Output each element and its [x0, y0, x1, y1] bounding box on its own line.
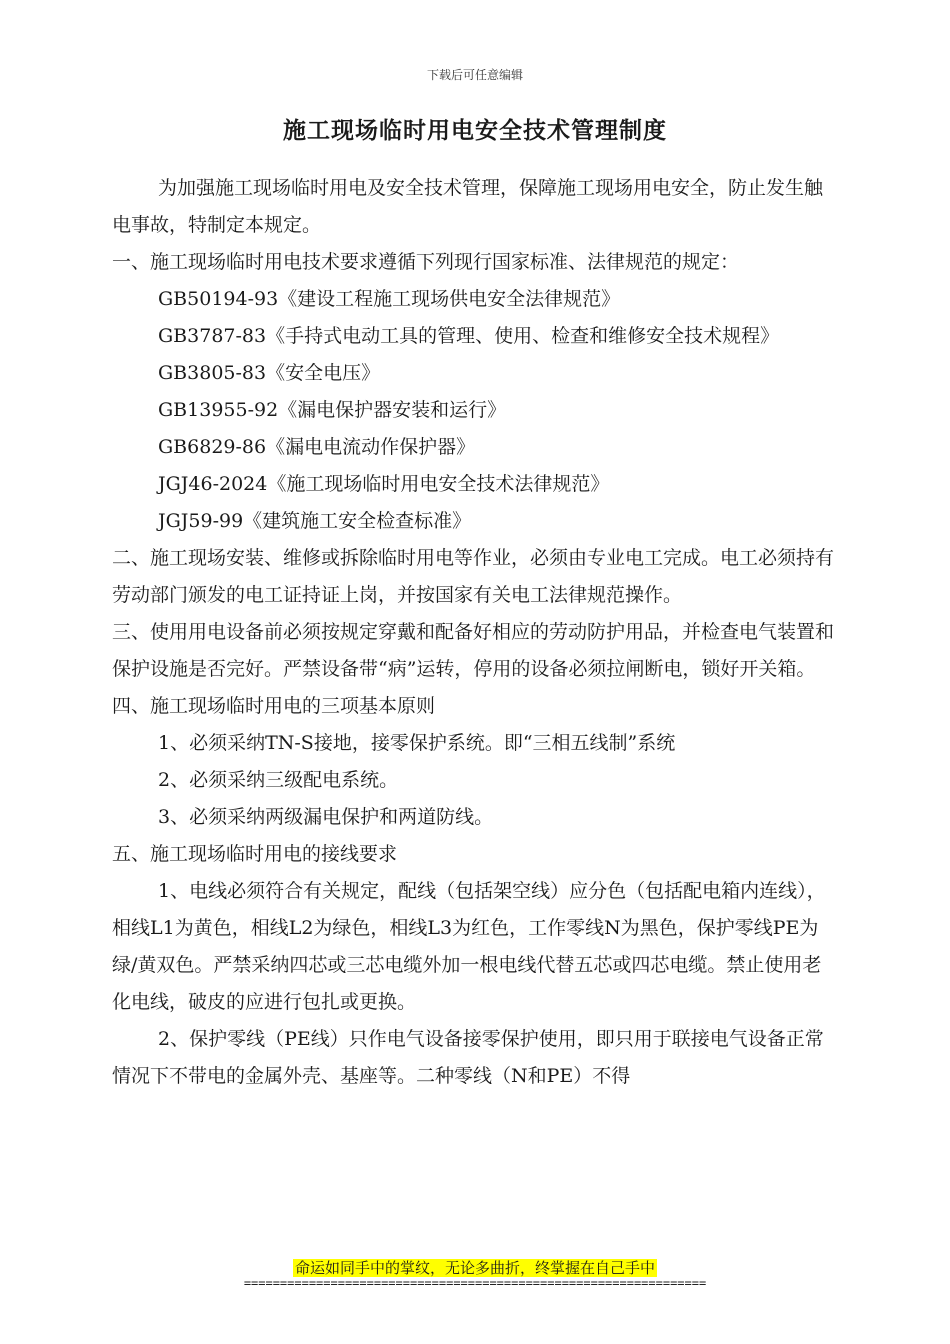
- standard-item: GB50194-93《建设工程施工现场供电安全法律规范》: [158, 288, 621, 310]
- standard-item: GB3805-83《安全电压》: [158, 362, 381, 384]
- wiring-item: 1、电线必须符合有关规定，配线（包括架空线）应分色（包括配电箱内连线），相线L1为黄色，相线L2为绿色，相线L3为红色，工作零线N为黑色，保护零线PE为绿/黄双色。严禁采纳四芯或三芯电缆外加一根电线代替五芯或四芯电缆。禁止使用老化电线，破皮的应进行包扎或更换。: [112, 880, 826, 1013]
- footer-motto: [0, 1257, 950, 1278]
- standard-item: JGJ59-99《建筑施工安全检查标准》: [158, 510, 472, 532]
- principle-item: 2、必须采纳三级配电系统。: [158, 769, 399, 791]
- intro-paragraph: 为加强施工现场临时用电及安全技术管理，保障施工现场用电安全，防止发生触电事故，特制定本规定。: [112, 177, 824, 236]
- document-body: [112, 170, 840, 1095]
- standard-item: GB3787-83《手持式电动工具的管理、使用、检查和维修安全技术规程》: [158, 325, 780, 347]
- page-header: 下载后可任意编辑: [426, 68, 523, 82]
- wiring-item: 2、保护零线（PE线）只作电气设备接零保护使用，即只用于联接电气设备正常情况下不带电的金属外壳、基座等。二种零线（N和PE）不得: [112, 1028, 824, 1087]
- footer-divider: ================================================================: [243, 1276, 707, 1290]
- document-title: 施工现场临时用电安全技术管理制度: [283, 117, 667, 144]
- section-2-paragraph: 二、施工现场安装、维修或拆除临时用电等作业，必须由专业电工完成。电工必须持有劳动部门颁发的电工证持证上岗，并按国家有关电工法律规范操作。: [112, 547, 835, 606]
- section-3-paragraph: 三、使用用电设备前必须按规定穿戴和配备好相应的劳动防护用品，并检查电气装置和保护设施是否完好。严禁设备带“病”运转，停用的设备必须拉闸断电，锁好开关箱。: [112, 621, 835, 680]
- standard-item: JGJ46-2024《施工现场临时用电安全技术法律规范》: [158, 473, 610, 495]
- standard-item: GB6829-86《漏电电流动作保护器》: [158, 436, 476, 458]
- section-1-heading: 一、施工现场临时用电技术要求遵循下列现行国家标准、法律规范的规定：: [112, 251, 740, 273]
- section-4-heading: 四、施工现场临时用电的三项基本原则: [112, 695, 436, 717]
- principle-item: 3、必须采纳两级漏电保护和两道防线。: [158, 806, 494, 828]
- principle-item: 1、必须采纳TN-S接地，接零保护系统。即“三相五线制”系统: [158, 732, 676, 754]
- standard-item: GB13955-92《漏电保护器安装和运行》: [158, 399, 507, 421]
- section-5-heading: 五、施工现场临时用电的接线要求: [112, 843, 398, 865]
- footer-motto-text: 命运如同手中的掌纹，无论多曲折，终掌握在自己手中: [294, 1259, 655, 1277]
